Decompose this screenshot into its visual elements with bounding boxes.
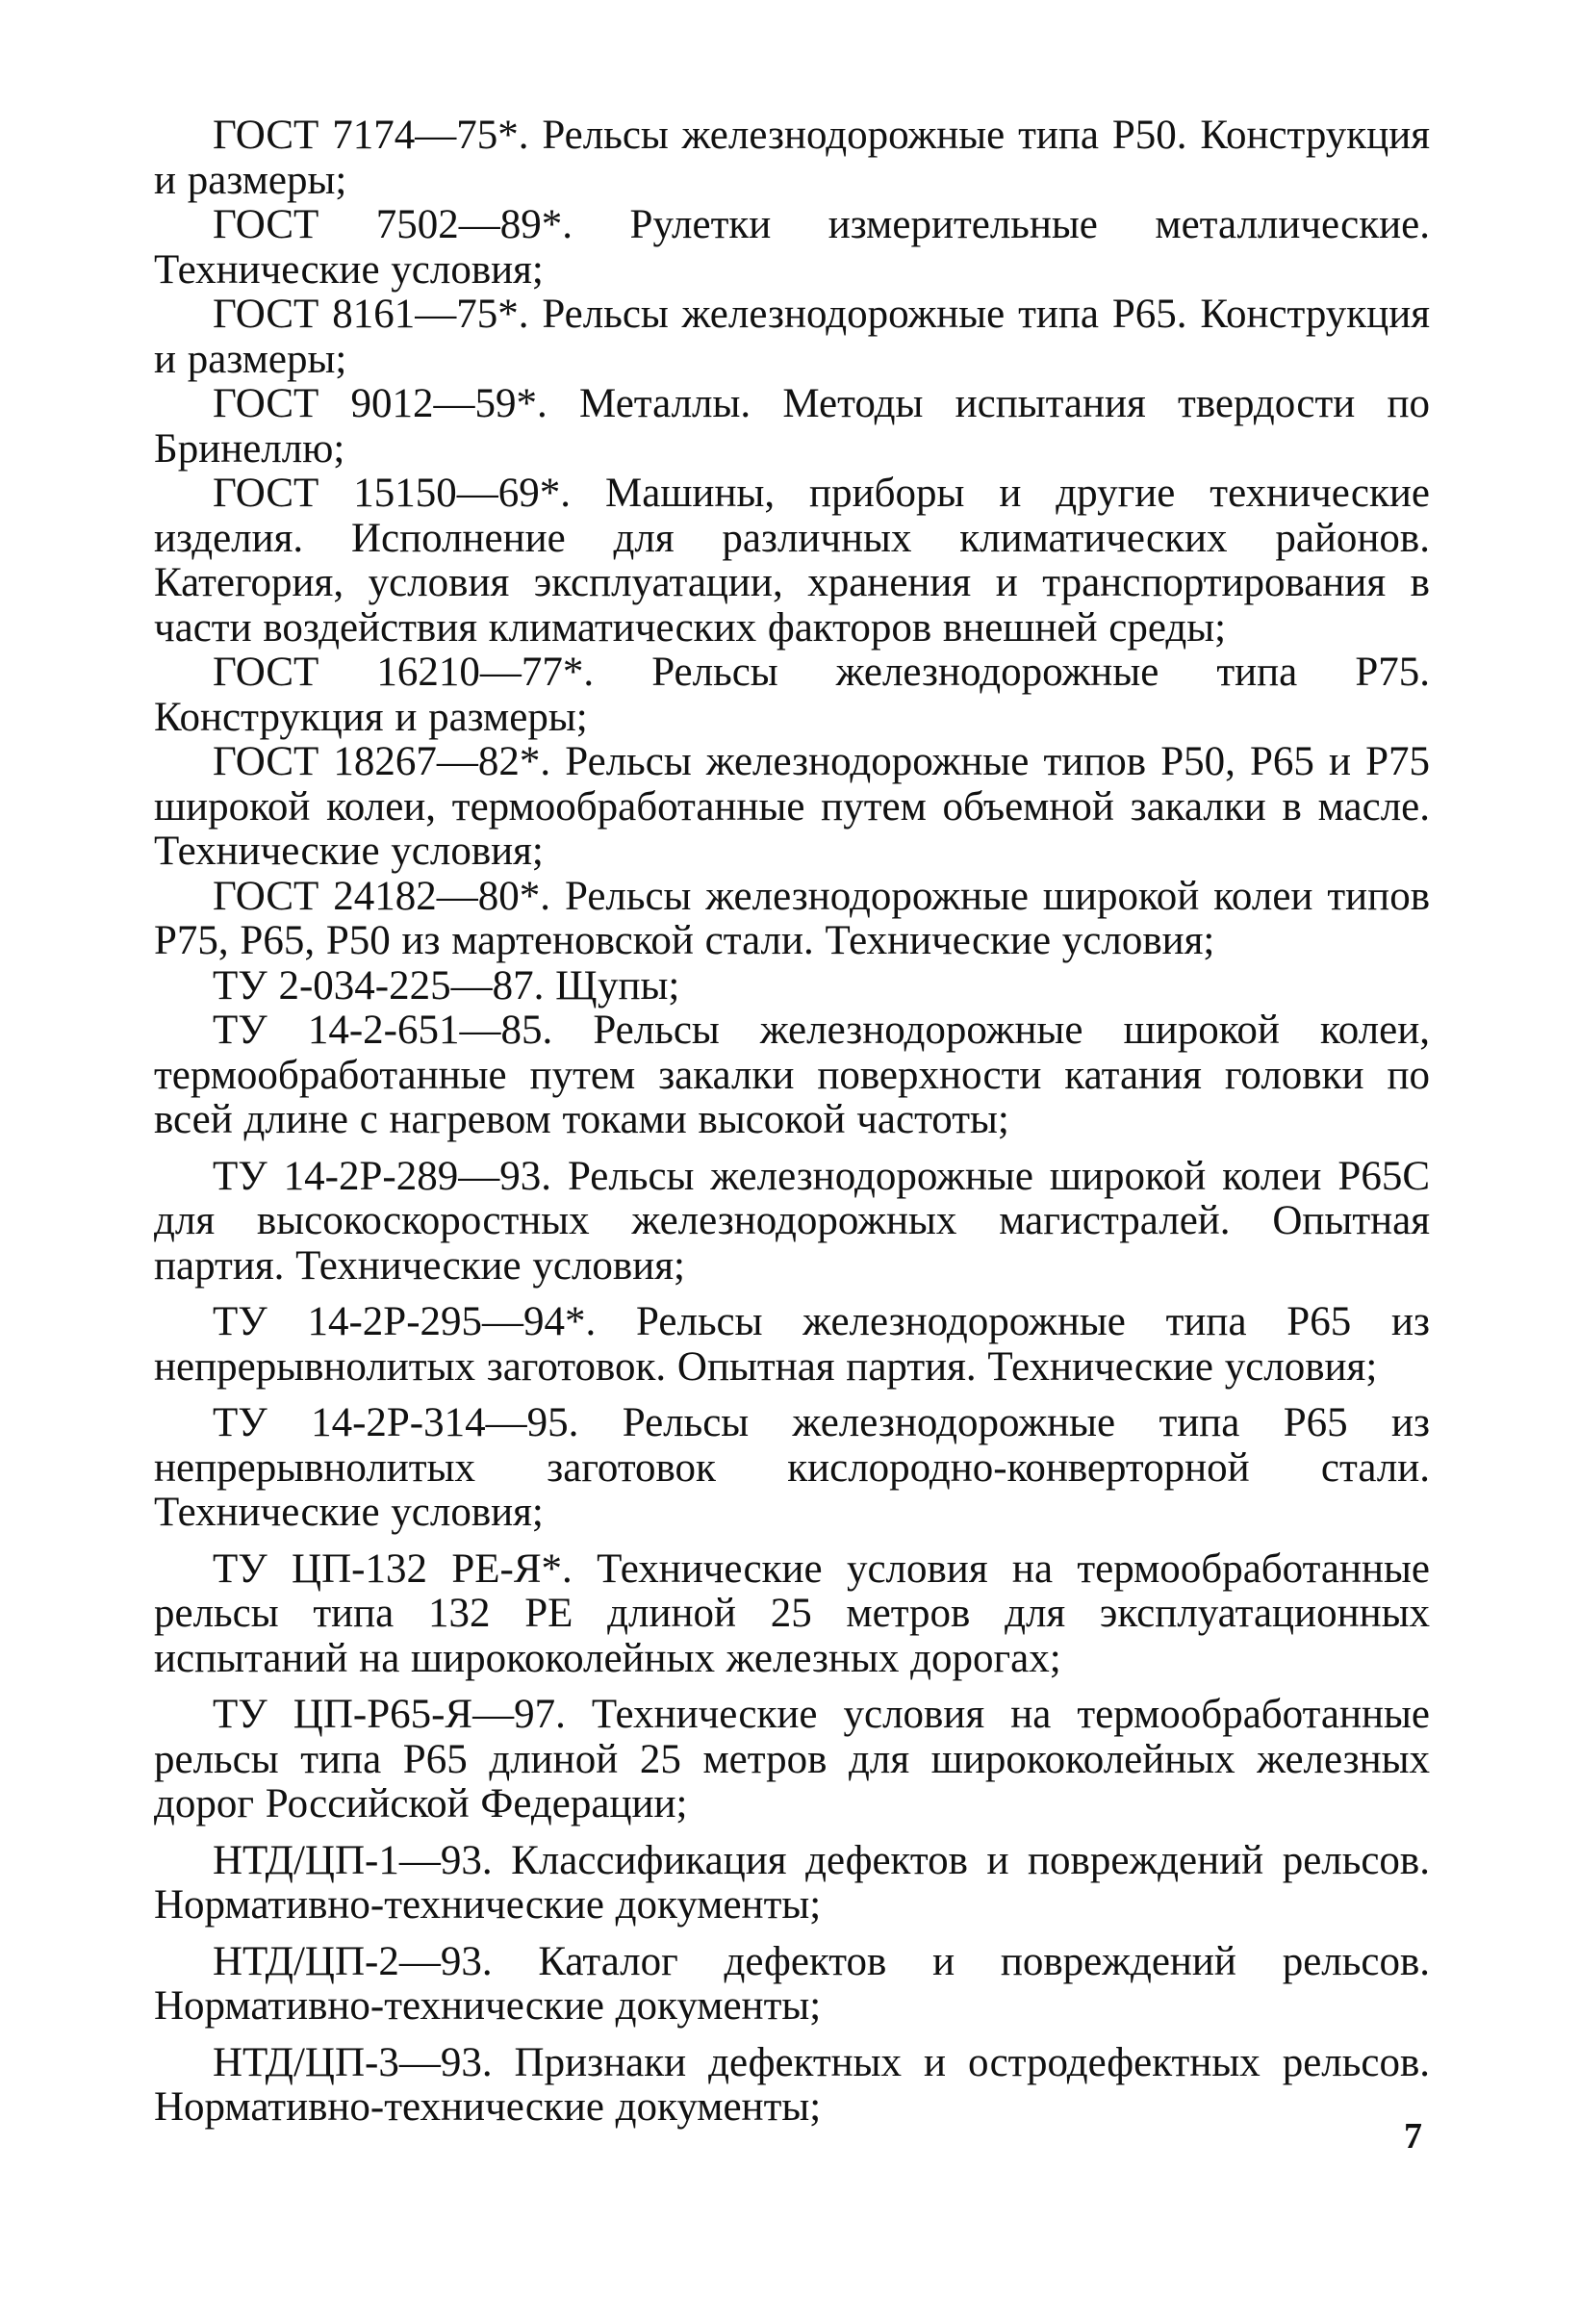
page-number: 7 — [1404, 2116, 1422, 2157]
reference-entry-gost-15150: ГОСТ 15150—69*. Машины, приборы и другие технические изделия. Исполнение для различных климатических районов. Категория, условия эксплуатации, хранения и транспортирования в части воздействия климатических факторов внешней среды; — [154, 471, 1430, 651]
reference-entry-gost-7174: ГОСТ 7174—75*. Рельсы железнодорожные типа Р50. Конструкция и размеры; — [154, 113, 1430, 203]
reference-entry-gost-24182: ГОСТ 24182—80*. Рельсы железнодорожные широкой колеи типов Р75, Р65, Р50 из мартеновской стали. Технические условия; — [154, 873, 1430, 963]
reference-entry-gost-16210: ГОСТ 16210—77*. Рельсы железнодорожные типа Р75. Конструкция и размеры; — [154, 650, 1430, 740]
reference-entry-tu-2-034-225: ТУ 2-034-225—87. Щупы; — [213, 962, 680, 1009]
reference-entry-gost-18267: ГОСТ 18267—82*. Рельсы железнодорожные типов Р50, Р65 и Р75 широкой колеи, термообработанные путем объемной закалки в масле. Технические условия; — [154, 739, 1430, 874]
reference-entry-tu-cp-132-re: ТУ ЦП-132 РЕ-Я*. Технические условия на термообработанные рельсы типа 132 РЕ длиной 25 метров для эксплуатационных испытаний на ширококолейных железных дорогах; — [154, 1545, 1430, 1681]
reference-entry-ntd-cp-1: НТД/ЦП-1—93. Классификация дефектов и повреждений рельсов. Нормативно-технические документы; — [154, 1837, 1430, 1928]
reference-entry-tu-14-2-651: ТУ 14-2-651—85. Рельсы железнодорожные широкой колеи, термообработанные путем закалки поверхности катания головки по всей длине с нагревом токами высокой частоты; — [154, 1008, 1430, 1142]
reference-entry-tu-14-2r-314: ТУ 14-2Р-314—95. Рельсы железнодорожные типа Р65 из непрерывнолитых заготовок кислородно-конверторной стали. Технические условия; — [154, 1400, 1430, 1535]
reference-entry-gost-8161: ГОСТ 8161—75*. Рельсы железнодорожные типа Р65. Конструкция и размеры; — [154, 292, 1430, 382]
reference-entry-gost-7502: ГОСТ 7502—89*. Рулетки измерительные металлические. Технические условия; — [154, 202, 1430, 293]
reference-entry-tu-14-2r-289: ТУ 14-2Р-289—93. Рельсы железнодорожные широкой колеи Р65С для высокоскоростных железнодорожных магистралей. Опытная партия. Технические условия; — [154, 1153, 1430, 1289]
references-list — [154, 114, 1430, 2131]
reference-entry-ntd-cp-2: НТД/ЦП-2—93. Каталог дефектов и повреждений рельсов. Нормативно-технические документы; — [154, 1938, 1430, 2029]
reference-entry-ntd-cp-3: НТД/ЦП-3—93. Признаки дефектных и остродефектных рельсов. Нормативно-технические документы; — [154, 2039, 1430, 2130]
reference-entry-tu-14-2r-295: ТУ 14-2Р-295—94*. Рельсы железнодорожные типа Р65 из непрерывнолитых заготовок. Опытная партия. Технические условия; — [154, 1299, 1430, 1390]
reference-entry-gost-9012: ГОСТ 9012—59*. Металлы. Методы испытания твердости по Бринеллю; — [154, 381, 1430, 472]
reference-entry-tu-cp-r65: ТУ ЦП-Р65-Я—97. Технические условия на термообработанные рельсы типа Р65 длиной 25 метров для ширококолейных железных дорог Российской Федерации; — [154, 1692, 1430, 1826]
